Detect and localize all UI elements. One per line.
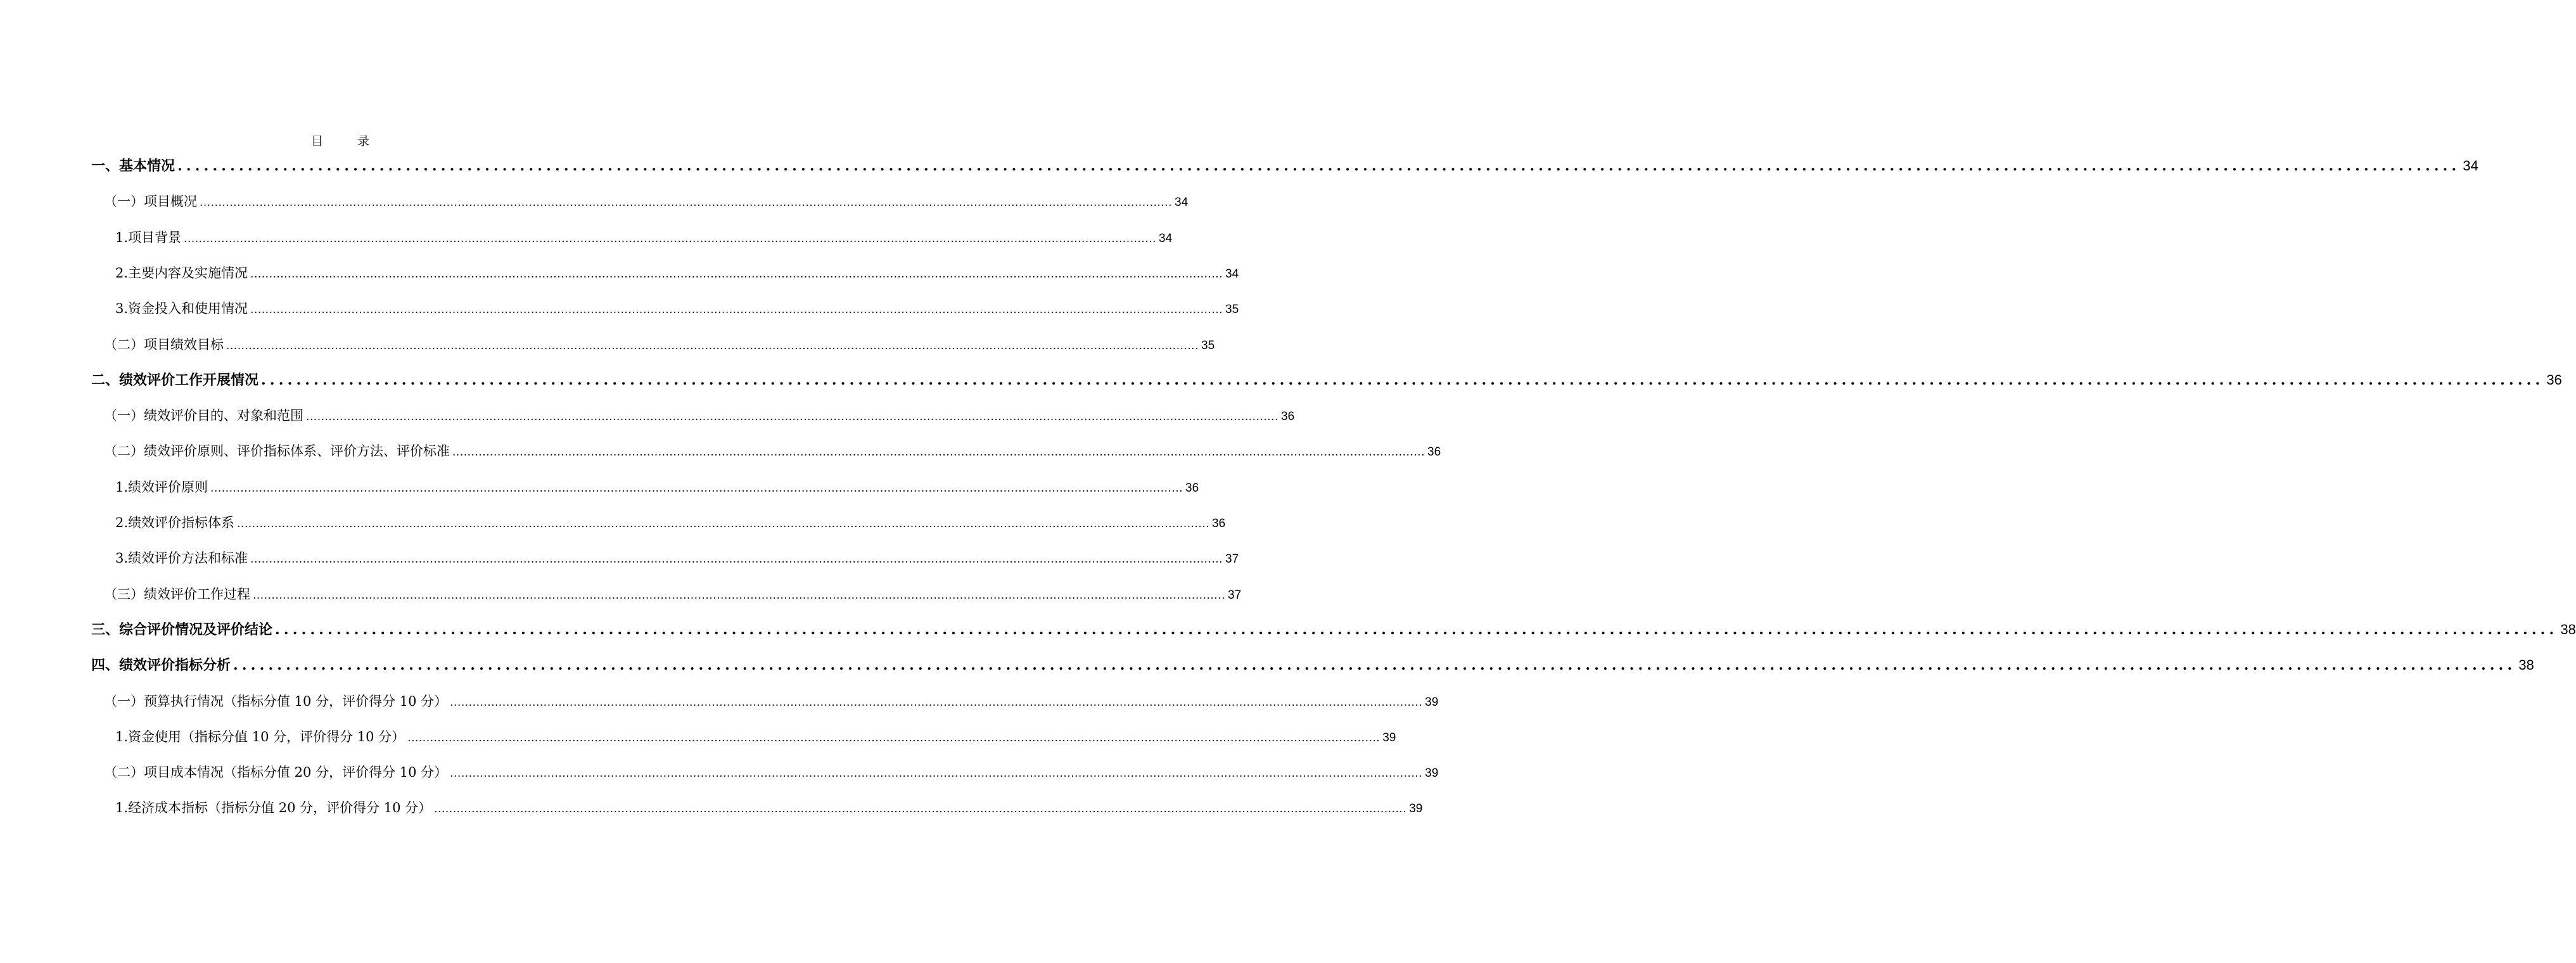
toc-entry[interactable]	[115, 296, 1239, 321]
toc-entry[interactable]	[104, 689, 1439, 714]
toc-entry[interactable]	[104, 403, 1295, 428]
toc-entry[interactable]	[115, 225, 1173, 250]
toc-page-number: 34	[1175, 196, 1189, 210]
toc-dot-leader: ....................................................................................................................................................................................................................................................................	[184, 232, 1157, 245]
toc-entry-label: 3.绩效评价方法和标准	[115, 551, 248, 566]
toc-entry-label: 1.绩效评价原则	[115, 479, 208, 495]
toc-title: 目 录	[310, 134, 385, 148]
toc-entry-label: （二）项目绩效目标	[104, 336, 224, 352]
toc-entry-label: （一）项目概况	[104, 194, 197, 210]
toc-page-number: 36	[1185, 481, 1199, 495]
toc-entry-label: 一、基本情况	[91, 158, 175, 174]
toc-entry[interactable]	[91, 367, 2562, 393]
toc-entry-label: 2.绩效评价指标体系	[115, 515, 235, 530]
toc-entry[interactable]	[91, 653, 2534, 678]
toc-dot-leader: ....................................................................................................................................................................................................................................................................	[233, 657, 2516, 674]
toc-entry-label: 3.资金投入和使用情况	[115, 301, 248, 317]
toc-entry-label: （一）绩效评价目的、对象和范围	[104, 408, 303, 424]
toc-entry[interactable]	[115, 510, 1226, 535]
toc-entry-label: （三）绩效评价工作过程	[104, 586, 250, 602]
toc-entry-label: 2.主要内容及实施情况	[115, 265, 248, 281]
toc-page-number: 36	[1427, 445, 1441, 459]
toc-dot-leader: ....................................................................................................................................................................................................................................................................	[261, 371, 2544, 388]
toc-entry-label: 三、综合评价情况及评价结论	[91, 621, 273, 638]
toc-dot-leader: ....................................................................................................................................................................................................................................................................	[306, 411, 1278, 424]
toc-entry-label: （一）预算执行情况（指标分值 10 分，评价得分 10 分）	[104, 693, 448, 709]
toc-dot-leader: ....................................................................................................................................................................................................................................................................	[253, 589, 1225, 602]
toc-entry-label: （二）项目成本情况（指标分值 20 分，评价得分 10 分）	[104, 765, 448, 781]
toc-dot-leader: ....................................................................................................................................................................................................................................................................	[250, 267, 1223, 281]
toc-dot-leader: ....................................................................................................................................................................................................................................................................	[450, 767, 1423, 781]
toc-entry[interactable]	[91, 617, 2576, 642]
toc-page-number: 34	[1225, 267, 1239, 281]
toc-page-number: 39	[1425, 767, 1439, 781]
toc-dot-leader: ....................................................................................................................................................................................................................................................................	[237, 518, 1210, 530]
toc-entry-label: 1.资金使用（指标分值 10 分，评价得分 10 分）	[115, 729, 405, 744]
toc-dot-leader: ....................................................................................................................................................................................................................................................................	[275, 621, 2558, 638]
toc-dot-leader: ....................................................................................................................................................................................................................................................................	[250, 553, 1223, 566]
toc-page-number: 38	[2560, 621, 2576, 637]
toc-page-number: 36	[2546, 371, 2562, 388]
toc-page-number: 35	[1225, 303, 1239, 317]
toc-page-number: 37	[1228, 588, 1242, 602]
toc-page-number: 35	[1201, 338, 1215, 352]
toc-entry[interactable]	[104, 760, 1439, 785]
toc-entry[interactable]	[104, 189, 1189, 214]
toc-dot-leader: ....................................................................................................................................................................................................................................................................	[226, 339, 1199, 352]
toc-entry[interactable]	[115, 260, 1239, 286]
toc-entry[interactable]	[115, 724, 1396, 749]
toc-entry-label: 1.项目背景	[115, 229, 182, 245]
toc-page-number: 39	[1382, 730, 1396, 744]
toc-entry-label: 1.经济成本指标（指标分值 20 分，评价得分 10 分）	[115, 800, 432, 816]
toc-entry[interactable]	[115, 795, 1423, 820]
toc-entry[interactable]	[104, 332, 1215, 357]
toc-dot-leader: ....................................................................................................................................................................................................................................................................	[434, 803, 1407, 816]
toc-page-number: 34	[2463, 158, 2478, 174]
toc-dot-leader: ....................................................................................................................................................................................................................................................................	[200, 196, 1172, 210]
toc-dot-leader: ....................................................................................................................................................................................................................................................................	[407, 731, 1380, 744]
toc-entry[interactable]	[104, 582, 1242, 607]
toc-dot-leader: ....................................................................................................................................................................................................................................................................	[452, 446, 1425, 459]
toc-page-number: 36	[1281, 410, 1295, 424]
toc-dot-leader: ....................................................................................................................................................................................................................................................................	[177, 158, 2461, 174]
toc-page-number: 36	[1212, 517, 1226, 530]
toc-entry[interactable]	[104, 438, 1441, 464]
toc-dot-leader: ....................................................................................................................................................................................................................................................................	[210, 482, 1183, 495]
toc-page-number: 34	[1159, 231, 1173, 245]
toc-page-number: 39	[1425, 695, 1439, 709]
toc-entry-label: 四、绩效评价指标分析	[91, 657, 231, 674]
toc-page-number: 38	[2518, 657, 2534, 673]
toc-entry[interactable]	[115, 475, 1199, 500]
toc-entry-label: 二、绩效评价工作开展情况	[91, 371, 259, 388]
toc-page-number: 39	[1409, 802, 1423, 816]
toc-dot-leader: ....................................................................................................................................................................................................................................................................	[250, 303, 1223, 317]
toc-page-number: 37	[1225, 552, 1239, 566]
toc-entry-label: （二）绩效评价原则、评价指标体系、评价方法、评价标准	[104, 443, 450, 459]
toc-entry[interactable]	[91, 153, 2478, 179]
toc-entry[interactable]	[115, 545, 1239, 571]
toc-dot-leader: ....................................................................................................................................................................................................................................................................	[450, 696, 1423, 709]
